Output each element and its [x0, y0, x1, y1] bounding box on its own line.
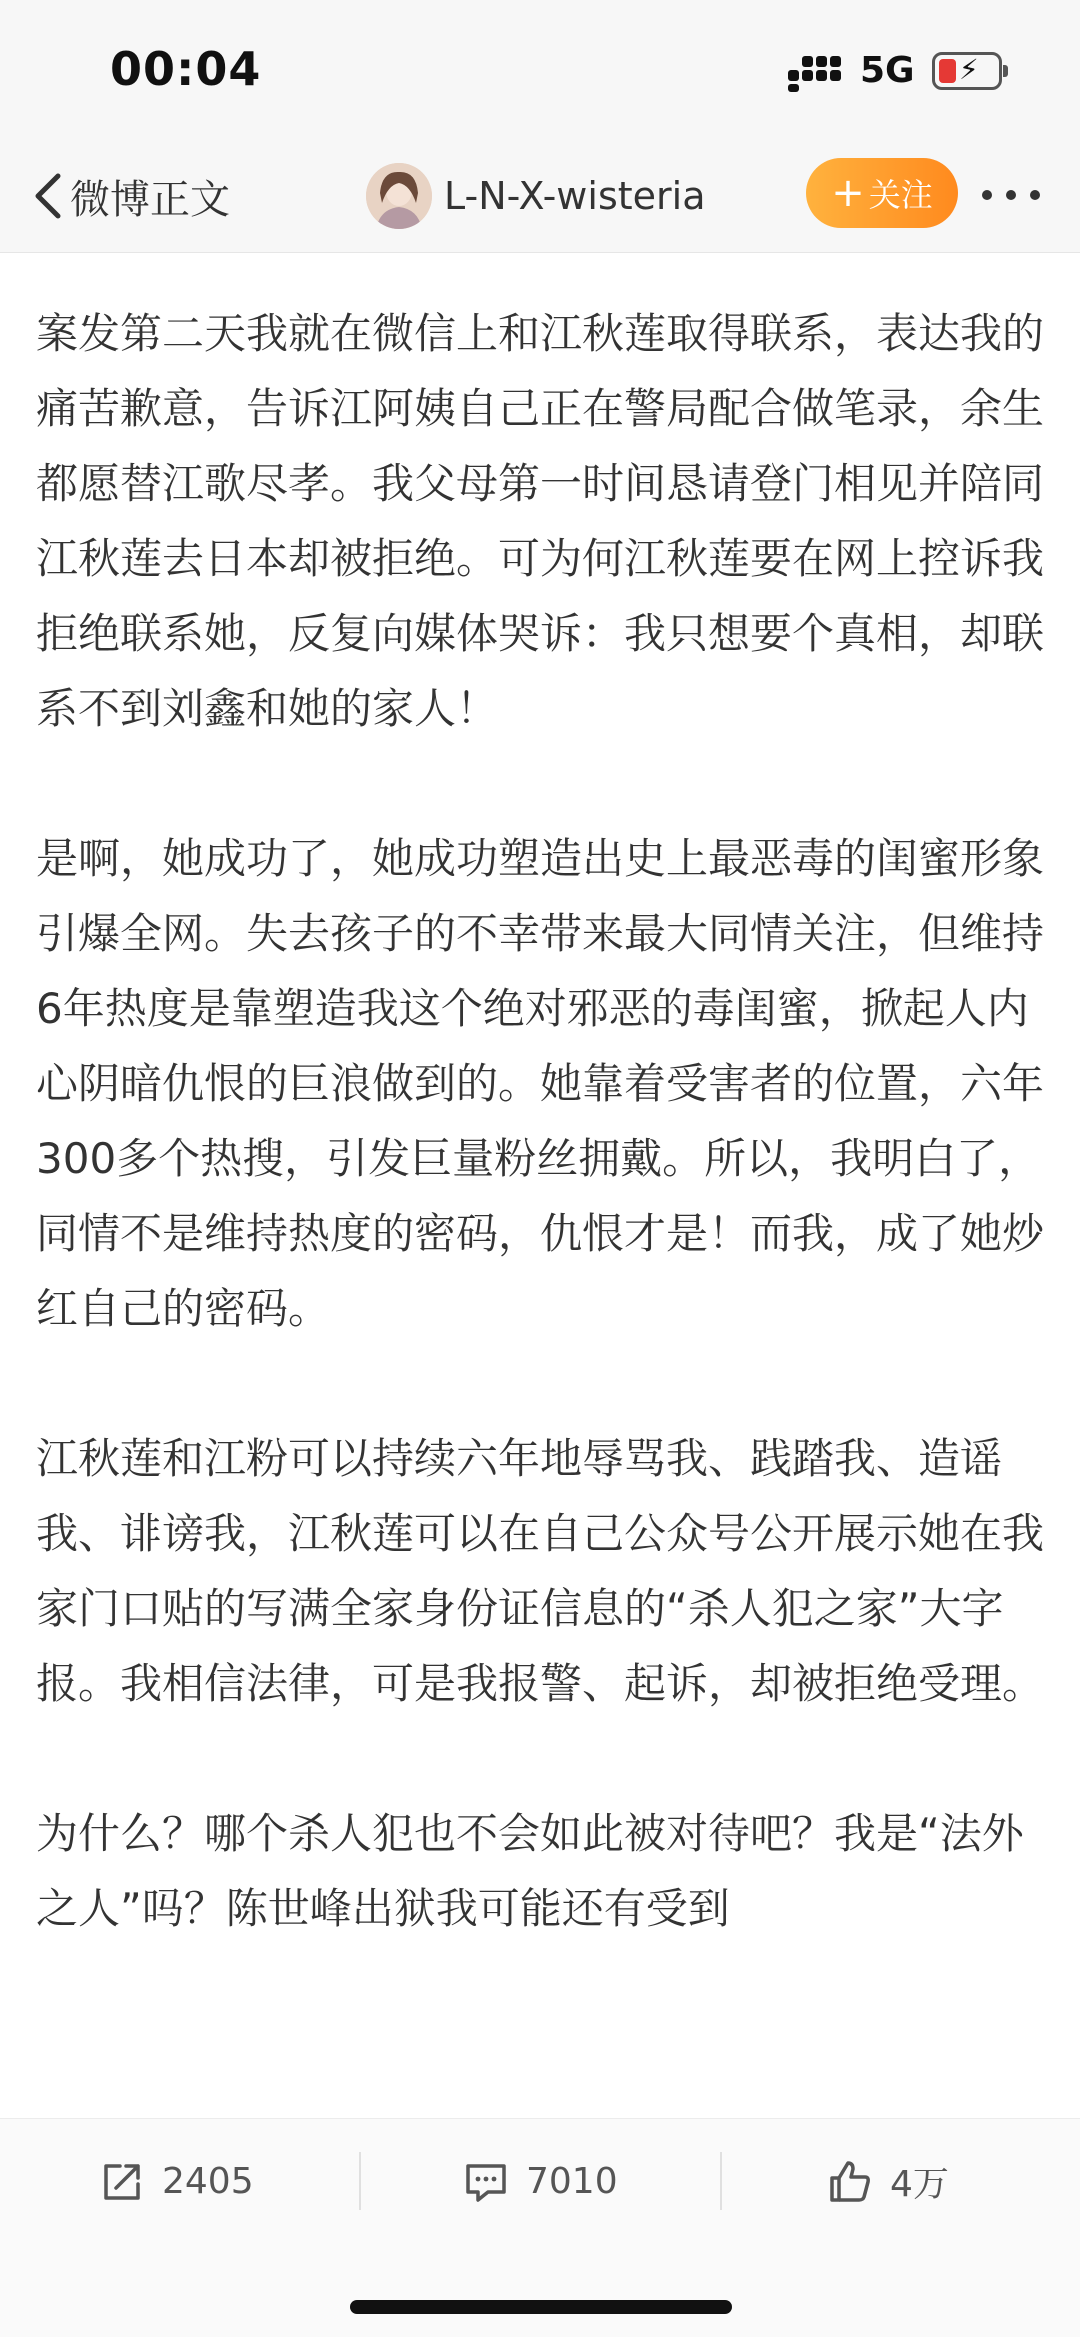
comment-icon: [462, 2158, 510, 2206]
divider: [720, 2152, 722, 2210]
back-chevron-icon: [28, 170, 68, 222]
article-paragraph: 是啊，她成功了，她成功塑造出史上最恶毒的闺蜜形象引爆全网。失去孩子的不幸带来最大同情关注，但维持6年热度是靠塑造我这个绝对邪恶的毒闺蜜，掀起人内心阴暗仇恨的巨浪做到的。她靠着受害者的位置，六年300多个热搜，引发巨量粉丝拥戴。所以，我明白了，同情不是维持热度的密码，仇恨才是！而我，成了她炒红自己的密码。: [36, 834, 1045, 1333]
status-bar: [0, 0, 1080, 140]
action-bar: [0, 2118, 1080, 2244]
share-count: 2405: [162, 2161, 254, 2202]
thumbs-up-icon: [826, 2158, 874, 2206]
share-button[interactable]: [98, 2119, 254, 2244]
comment-button[interactable]: [462, 2119, 618, 2244]
back-label: 微博正文: [70, 176, 230, 223]
username: L-N-X-wisteria: [444, 174, 706, 218]
status-time: 00:04: [110, 42, 262, 96]
user-profile-link[interactable]: [366, 156, 706, 236]
article-paragraph: 为什么？哪个杀人犯也不会如此被对待吧？我是“法外之人”吗？陈世峰出狱我可能还有受到: [36, 1809, 1024, 1933]
article-paragraph: 江秋莲和江粉可以持续六年地辱骂我、践踏我、造谣我、诽谤我，江秋莲可以在自己公众号公开展示她在我家门口贴的写满全家身份证信息的“杀人犯之家”大字报。我相信法律，可是我报警、起诉，却被拒绝受理。: [36, 1434, 1045, 1708]
like-count: 4万: [890, 2164, 949, 2205]
like-button[interactable]: [826, 2119, 949, 2244]
plus-icon: +: [831, 170, 865, 216]
battery-level: [939, 59, 956, 83]
more-icon[interactable]: [978, 180, 1044, 210]
signal-icon: [788, 56, 844, 92]
article-paragraph: 案发第二天我就在微信上和江秋莲取得联系，表达我的痛苦歉意，告诉江阿姨自己正在警局配合做笔录，余生都愿替江歌尽孝。我父母第一时间恳请登门相见并陪同江秋莲去日本却被拒绝。可为何江秋莲要在网上控诉我拒绝联系她，反复向媒体哭诉：我只想要个真相，却联系不到刘鑫和她的家人！: [36, 309, 1045, 733]
comment-count: 7010: [526, 2161, 618, 2202]
share-icon: [98, 2158, 146, 2206]
nav-bar: [0, 140, 1080, 253]
avatar: [366, 163, 432, 229]
home-indicator[interactable]: [350, 2300, 732, 2314]
article-body: [36, 296, 1048, 2118]
follow-button[interactable]: [806, 158, 958, 228]
follow-label: 关注: [868, 176, 933, 214]
divider: [359, 2152, 361, 2210]
network-label: 5G: [860, 50, 915, 91]
back-button[interactable]: [28, 158, 230, 234]
battery-icon: ⚡: [932, 52, 1002, 90]
home-area: [0, 2243, 1080, 2337]
